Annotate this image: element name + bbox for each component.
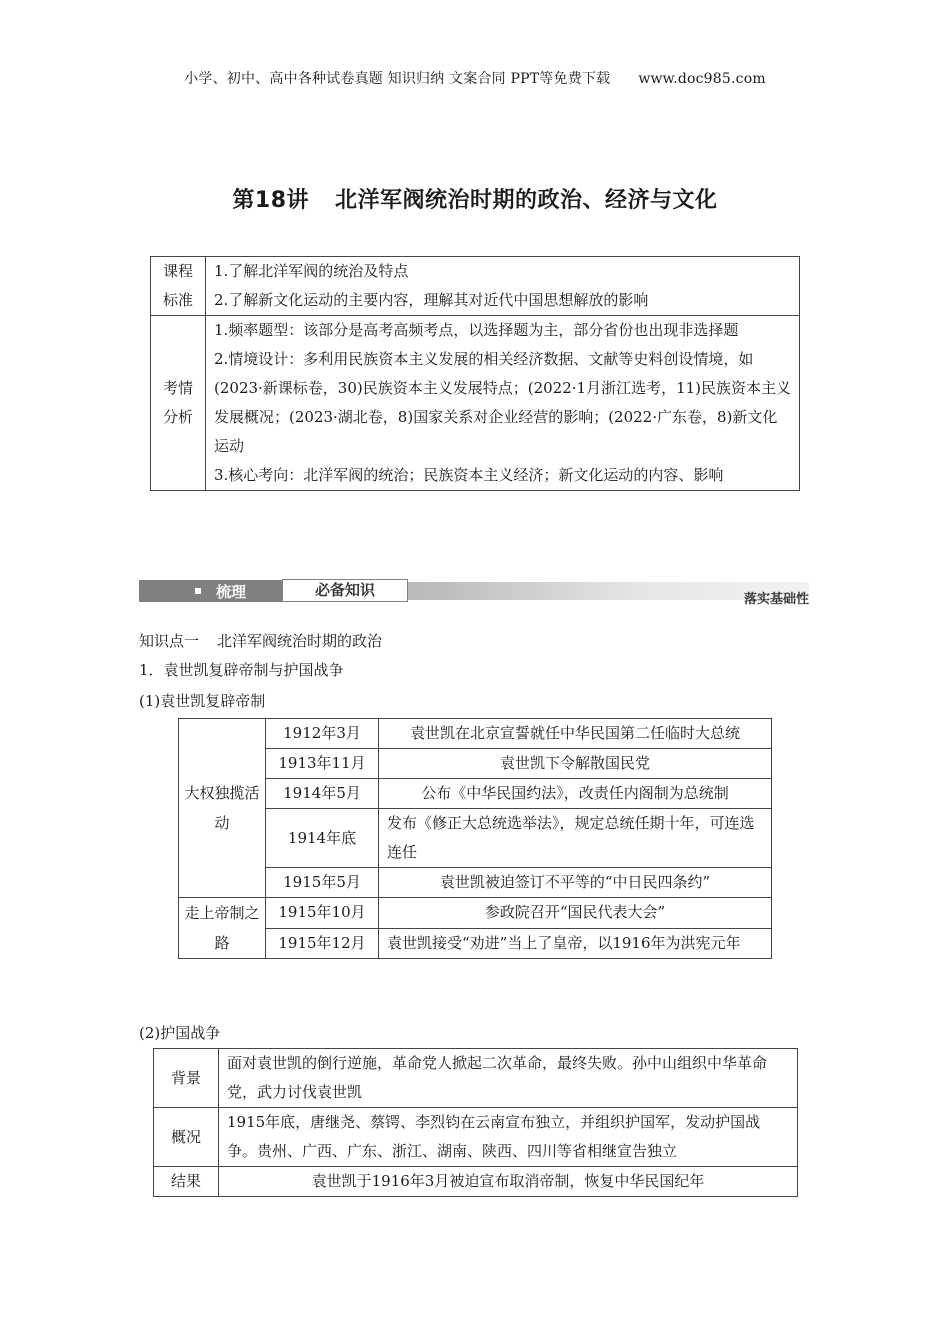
list-item: 3.核心考向：北洋军阀的统治；民族资本主义经济；新文化运动的内容、影响 — [214, 466, 724, 484]
event-cell: 发布《修正大总统选举法》，规定总统任期十年，可连选连任 — [379, 809, 772, 868]
subheading-1-2: (2)护国战争 — [139, 1024, 221, 1042]
row-label: 背景 — [154, 1049, 219, 1108]
event-cell: 袁世凯接受“劝进”当上了皇帝，以1916年为洪宪元年 — [379, 928, 772, 959]
row-label: 结果 — [154, 1167, 219, 1197]
row-label: 概况 — [154, 1108, 219, 1167]
row-label — [151, 316, 206, 491]
date-cell: 1915年12月 — [266, 928, 379, 959]
lecture-number: 第18讲 — [232, 188, 310, 213]
page-header — [0, 68, 950, 88]
table-row — [179, 749, 772, 779]
label-line: 分析 — [162, 408, 193, 426]
row-content: 面对袁世凯的倒行逆施，革命党人掀起二次革命，最终失败。孙中山组织中华革命党，武力讨伐袁世凯 — [219, 1049, 798, 1108]
table-row — [151, 257, 800, 316]
subheading-1: 1．袁世凯复辟帝制与护国战争 — [139, 661, 344, 679]
date-cell: 1915年10月 — [266, 898, 379, 929]
label-line: 考情 — [162, 379, 193, 397]
banner-left-label: 梳理 — [216, 583, 247, 601]
curriculum-table — [150, 256, 800, 491]
row-content — [206, 257, 800, 316]
table-row — [179, 779, 772, 809]
row-label — [151, 257, 206, 316]
knowledge-point-title — [139, 630, 382, 651]
table-row — [154, 1167, 798, 1197]
table-row — [179, 719, 772, 749]
knowledge-point-name: 北洋军阀统治时期的政治 — [217, 632, 383, 650]
table-row — [179, 928, 772, 959]
group-label: 大权独揽活动 — [179, 719, 266, 898]
subheading-1-1: (1)袁世凯复辟帝制 — [139, 692, 266, 710]
list-item: 1.了解北洋军阀的统治及特点 — [214, 262, 409, 280]
table-row — [154, 1049, 798, 1108]
lecture-title: 北洋军阀统治时期的政治、经济与文化 — [335, 188, 718, 213]
national-protection-war-table — [153, 1048, 798, 1197]
header-url[interactable]: www.doc985.com — [638, 71, 766, 87]
page-title — [0, 183, 950, 214]
label-line: 标准 — [162, 291, 193, 309]
table-row — [179, 868, 772, 898]
section-banner — [139, 578, 809, 607]
banner-middle-label: 必备知识 — [282, 579, 408, 602]
date-cell: 1912年3月 — [266, 719, 379, 749]
event-cell: 袁世凯被迫签订不平等的“中日民四条约” — [379, 868, 772, 898]
date-cell: 1915年5月 — [266, 868, 379, 898]
knowledge-point-number: 知识点一 — [139, 632, 200, 650]
banner-right-label: 落实基础性 — [743, 592, 809, 607]
row-content: 袁世凯于1916年3月被迫宣布取消帝制，恢复中华民国纪年 — [219, 1167, 798, 1197]
square-icon — [195, 588, 201, 594]
row-content: 1915年底，唐继尧、蔡锷、李烈钧在云南宣布独立，并组织护国军，发动护国战争。贵州、广西、广东、浙江、湖南、陕西、四川等省相继宣告独立 — [219, 1108, 798, 1167]
date-cell: 1914年底 — [266, 809, 379, 868]
date-cell: 1913年11月 — [266, 749, 379, 779]
list-item: 1.频率题型：该部分是高考高频考点，以选择题为主，部分省份也出现非选择题 — [214, 321, 739, 339]
header-text: 小学、初中、高中各种试卷真题 知识归纳 文案合同 PPT等免费下载 — [184, 71, 611, 87]
event-cell: 袁世凯下令解散国民党 — [379, 749, 772, 779]
label-line: 课程 — [162, 262, 193, 280]
list-item: 2.情境设计：多利用民族资本主义发展的相关经济数据、文献等史料创设情境，如(2023·新课标卷，30)民族资本主义发展特点；(2022·1月浙江选考，11)民族资本主义发展概况；(2023·湖北卷，8)国家关系对企业经营的影响；(2022·广东卷，8)新文化运动 — [214, 350, 792, 455]
banner-left — [139, 580, 282, 602]
group-label: 走上帝制之路 — [179, 898, 266, 959]
table-row — [154, 1108, 798, 1167]
event-cell: 袁世凯在北京宣誓就任中华民国第二任临时大总统 — [379, 719, 772, 749]
event-cell: 参政院召开“国民代表大会” — [379, 898, 772, 929]
table-row — [151, 316, 800, 491]
table-row — [179, 809, 772, 868]
date-cell: 1914年5月 — [266, 779, 379, 809]
event-cell: 公布《中华民国约法》，改责任内阁制为总统制 — [379, 779, 772, 809]
table-row — [179, 898, 772, 929]
list-item: 2.了解新文化运动的主要内容，理解其对近代中国思想解放的影响 — [214, 291, 649, 309]
restoration-table — [178, 718, 772, 959]
row-content — [206, 316, 800, 491]
